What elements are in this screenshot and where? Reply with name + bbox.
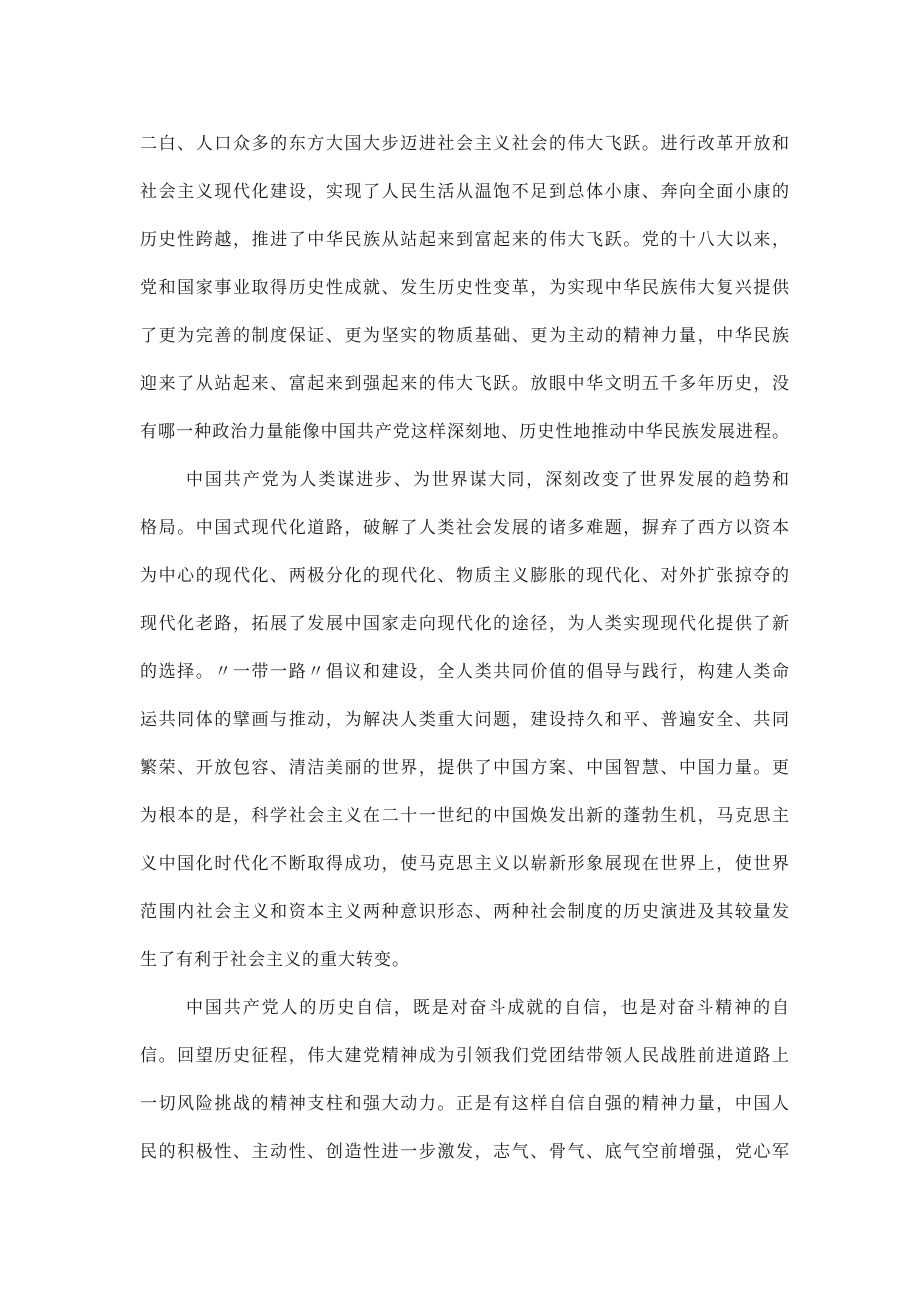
text-line: 运共同体的擘画与推动，为解决人类重大问题，建设持久和平、普遍安全、共同 [140, 710, 790, 730]
text-line: 社会主义现代化建设，实现了人民生活从温饱不足到总体小康、奔向全面小康的 [140, 182, 790, 202]
text-line: 一切风险挑战的精神支柱和强大动力。正是有这样自信自强的精神力量，中国人 [140, 1094, 790, 1114]
text-line: 现代化老路，拓展了发展中国家走向现代化的途径，为人类实现现代化提供了新 [140, 614, 790, 634]
text-line: 格局。中国式现代化道路，破解了人类社会发展的诸多难题，摒弃了西方以资本 [140, 518, 790, 538]
paragraph-3 [140, 984, 790, 1176]
text-line: 义中国化时代化不断取得成功，使马克思主义以崭新形象展现在世界上，使世界 [140, 854, 790, 874]
paragraph-1 [140, 120, 790, 456]
text-line: 迎来了从站起来、富起来到强起来的伟大飞跃。放眼中华文明五千多年历史，没 [140, 374, 790, 394]
document-body [140, 120, 790, 1176]
text-line: 生了有利于社会主义的重大转变。 [140, 950, 410, 970]
text-line: 民的积极性、主动性、创造性进一步激发，志气、骨气、底气空前增强，党心军 [140, 1142, 790, 1162]
text-line: 有哪一种政治力量能像中国共产党这样深刻地、历史性地推动中华民族发展进程。 [140, 422, 790, 442]
text-line: 繁荣、开放包容、清洁美丽的世界，提供了中国方案、中国智慧、中国力量。更 [140, 758, 790, 778]
text-line: 为中心的现代化、两极分化的现代化、物质主义膨胀的现代化、对外扩张掠夺的 [140, 566, 790, 586]
text-line: 范围内社会主义和资本主义两种意识形态、两种社会制度的历史演进及其较量发 [140, 902, 790, 922]
text-line: 中国共产党人的历史自信，既是对奋斗成就的自信，也是对奋斗精神的自 [186, 998, 790, 1018]
text-line: 的选择。〃一带一路〃倡议和建设，全人类共同价值的倡导与践行，构建人类命 [140, 662, 790, 682]
text-line: 党和国家事业取得历史性成就、发生历史性变革，为实现中华民族伟大复兴提供 [140, 278, 790, 298]
text-line: 了更为完善的制度保证、更为坚实的物质基础、更为主动的精神力量，中华民族 [140, 326, 790, 346]
text-line: 为根本的是，科学社会主义在二十一世纪的中国焕发出新的蓬勃生机，马克思主 [140, 806, 790, 826]
paragraph-2 [140, 456, 790, 984]
text-line: 历史性跨越，推进了中华民族从站起来到富起来的伟大飞跃。党的十八大以来， [140, 230, 790, 250]
text-line: 二白、人口众多的东方大国大步迈进社会主义社会的伟大飞跃。进行改革开放和 [140, 134, 790, 154]
text-line: 信。回望历史征程，伟大建党精神成为引领我们党团结带领人民战胜前进道路上 [140, 1046, 790, 1066]
text-line: 中国共产党为人类谋进步、为世界谋大同，深刻改变了世界发展的趋势和 [186, 470, 790, 490]
